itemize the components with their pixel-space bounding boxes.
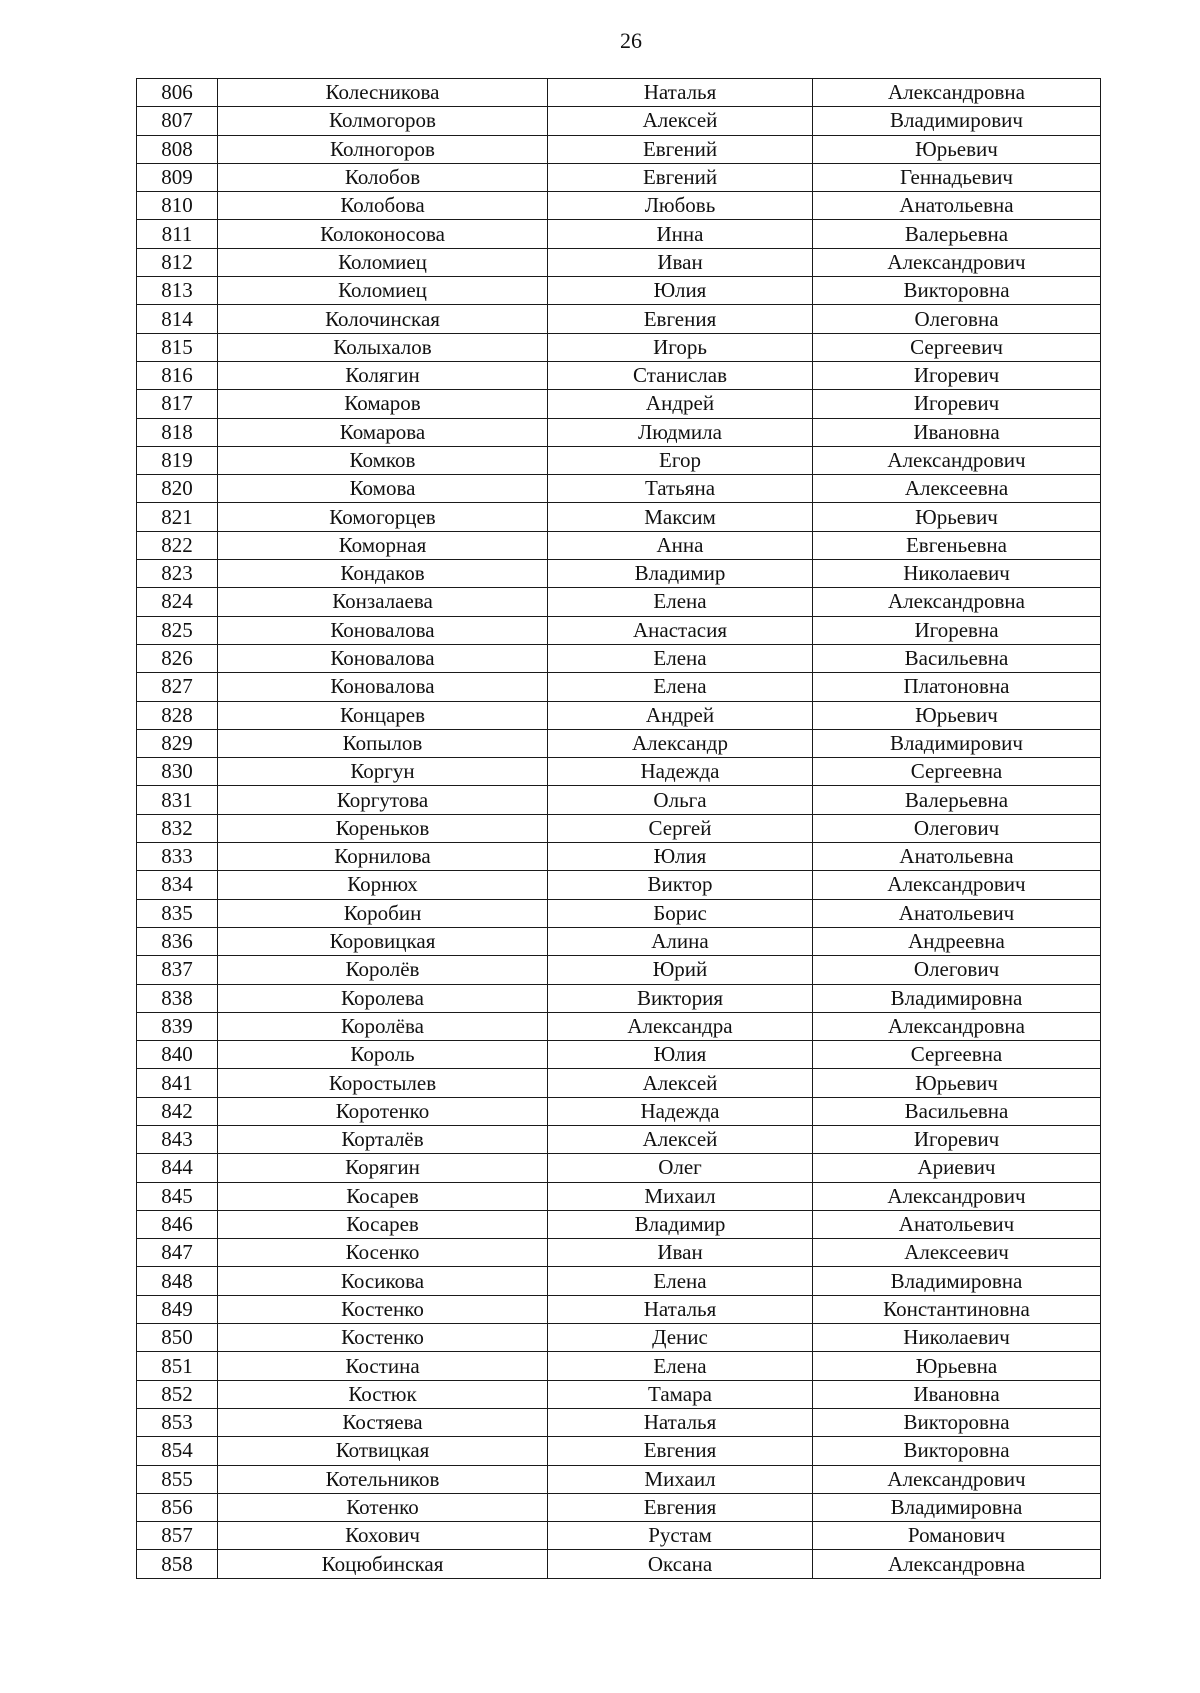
patronymic-cell: Геннадьевич bbox=[813, 163, 1101, 191]
patronymic-cell: Олеговна bbox=[813, 305, 1101, 333]
patronymic-cell: Сергеевич bbox=[813, 333, 1101, 361]
row-number-cell: 824 bbox=[137, 588, 218, 616]
patronymic-cell: Николаевич bbox=[813, 560, 1101, 588]
first-name-cell: Надежда bbox=[548, 1097, 813, 1125]
patronymic-cell: Александровна bbox=[813, 79, 1101, 107]
surname-cell: Костюк bbox=[218, 1380, 548, 1408]
table-row bbox=[137, 1295, 1101, 1323]
first-name-cell: Тамара bbox=[548, 1380, 813, 1408]
patronymic-cell: Анатольевна bbox=[813, 192, 1101, 220]
table-row bbox=[137, 390, 1101, 418]
row-number-cell: 854 bbox=[137, 1437, 218, 1465]
table-row bbox=[137, 956, 1101, 984]
patronymic-cell: Юрьевич bbox=[813, 503, 1101, 531]
row-number-cell: 836 bbox=[137, 927, 218, 955]
table-row bbox=[137, 588, 1101, 616]
table-row bbox=[137, 531, 1101, 559]
table-row bbox=[137, 1380, 1101, 1408]
row-number-cell: 812 bbox=[137, 248, 218, 276]
table-row bbox=[137, 135, 1101, 163]
patronymic-cell: Ивановна bbox=[813, 418, 1101, 446]
patronymic-cell: Александрович bbox=[813, 871, 1101, 899]
row-number-cell: 846 bbox=[137, 1210, 218, 1238]
table-row bbox=[137, 786, 1101, 814]
first-name-cell: Иван bbox=[548, 1239, 813, 1267]
surname-cell: Колесникова bbox=[218, 79, 548, 107]
surname-cell: Колочинская bbox=[218, 305, 548, 333]
patronymic-cell: Викторовна bbox=[813, 1437, 1101, 1465]
row-number-cell: 815 bbox=[137, 333, 218, 361]
first-name-cell: Любовь bbox=[548, 192, 813, 220]
table-row bbox=[137, 1522, 1101, 1550]
first-name-cell: Андрей bbox=[548, 701, 813, 729]
patronymic-cell: Викторовна bbox=[813, 277, 1101, 305]
surname-cell: Колягин bbox=[218, 361, 548, 389]
first-name-cell: Владимир bbox=[548, 560, 813, 588]
patronymic-cell: Александрович bbox=[813, 446, 1101, 474]
patronymic-cell: Владимировна bbox=[813, 984, 1101, 1012]
row-number-cell: 809 bbox=[137, 163, 218, 191]
first-name-cell: Анастасия bbox=[548, 616, 813, 644]
first-name-cell: Евгений bbox=[548, 163, 813, 191]
patronymic-cell: Викторовна bbox=[813, 1408, 1101, 1436]
table-row bbox=[137, 1097, 1101, 1125]
surname-cell: Косарев bbox=[218, 1210, 548, 1238]
table-row bbox=[137, 163, 1101, 191]
first-name-cell: Евгения bbox=[548, 1437, 813, 1465]
first-name-cell: Юрий bbox=[548, 956, 813, 984]
table-row bbox=[137, 701, 1101, 729]
surname-cell: Комогорцев bbox=[218, 503, 548, 531]
surname-cell: Корталёв bbox=[218, 1125, 548, 1153]
first-name-cell: Андрей bbox=[548, 390, 813, 418]
name-list-body bbox=[137, 79, 1101, 1579]
first-name-cell: Алина bbox=[548, 927, 813, 955]
table-row bbox=[137, 1408, 1101, 1436]
table-row bbox=[137, 1182, 1101, 1210]
patronymic-cell: Ариевич bbox=[813, 1154, 1101, 1182]
first-name-cell: Елена bbox=[548, 673, 813, 701]
first-name-cell: Ольга bbox=[548, 786, 813, 814]
surname-cell: Конзалаева bbox=[218, 588, 548, 616]
first-name-cell: Юлия bbox=[548, 277, 813, 305]
first-name-cell: Михаил bbox=[548, 1182, 813, 1210]
surname-cell: Кохович bbox=[218, 1522, 548, 1550]
table-row bbox=[137, 1550, 1101, 1578]
patronymic-cell: Ивановна bbox=[813, 1380, 1101, 1408]
patronymic-cell: Игоревна bbox=[813, 616, 1101, 644]
first-name-cell: Юлия bbox=[548, 1041, 813, 1069]
first-name-cell: Борис bbox=[548, 899, 813, 927]
patronymic-cell: Анатольевич bbox=[813, 1210, 1101, 1238]
surname-cell: Коновалова bbox=[218, 616, 548, 644]
surname-cell: Коровицкая bbox=[218, 927, 548, 955]
table-row bbox=[137, 418, 1101, 446]
row-number-cell: 814 bbox=[137, 305, 218, 333]
surname-cell: Коростылев bbox=[218, 1069, 548, 1097]
first-name-cell: Егор bbox=[548, 446, 813, 474]
surname-cell: Котельников bbox=[218, 1465, 548, 1493]
table-row bbox=[137, 503, 1101, 531]
surname-cell: Концарев bbox=[218, 701, 548, 729]
surname-cell: Колногоров bbox=[218, 135, 548, 163]
surname-cell: Корнюх bbox=[218, 871, 548, 899]
patronymic-cell: Сергеевна bbox=[813, 1041, 1101, 1069]
surname-cell: Костяева bbox=[218, 1408, 548, 1436]
patronymic-cell: Юрьевна bbox=[813, 1352, 1101, 1380]
patronymic-cell: Игоревич bbox=[813, 1125, 1101, 1153]
surname-cell: Королёв bbox=[218, 956, 548, 984]
patronymic-cell: Васильевна bbox=[813, 644, 1101, 672]
first-name-cell: Анна bbox=[548, 531, 813, 559]
row-number-cell: 835 bbox=[137, 899, 218, 927]
table-row bbox=[137, 248, 1101, 276]
surname-cell: Копылов bbox=[218, 729, 548, 757]
surname-cell: Коновалова bbox=[218, 644, 548, 672]
row-number-cell: 810 bbox=[137, 192, 218, 220]
first-name-cell: Денис bbox=[548, 1324, 813, 1352]
table-row bbox=[137, 192, 1101, 220]
surname-cell: Костина bbox=[218, 1352, 548, 1380]
first-name-cell: Александр bbox=[548, 729, 813, 757]
row-number-cell: 825 bbox=[137, 616, 218, 644]
table-row bbox=[137, 220, 1101, 248]
surname-cell: Колоконосова bbox=[218, 220, 548, 248]
patronymic-cell: Александровна bbox=[813, 588, 1101, 616]
patronymic-cell: Александрович bbox=[813, 1182, 1101, 1210]
first-name-cell: Людмила bbox=[548, 418, 813, 446]
first-name-cell: Оксана bbox=[548, 1550, 813, 1578]
surname-cell: Коротенко bbox=[218, 1097, 548, 1125]
row-number-cell: 830 bbox=[137, 758, 218, 786]
first-name-cell: Наталья bbox=[548, 79, 813, 107]
row-number-cell: 833 bbox=[137, 843, 218, 871]
table-row bbox=[137, 1324, 1101, 1352]
patronymic-cell: Алексеевна bbox=[813, 475, 1101, 503]
first-name-cell: Станислав bbox=[548, 361, 813, 389]
patronymic-cell: Игоревич bbox=[813, 390, 1101, 418]
first-name-cell: Алексей bbox=[548, 107, 813, 135]
row-number-cell: 837 bbox=[137, 956, 218, 984]
row-number-cell: 852 bbox=[137, 1380, 218, 1408]
table-row bbox=[137, 475, 1101, 503]
first-name-cell: Елена bbox=[548, 1352, 813, 1380]
patronymic-cell: Владимирович bbox=[813, 729, 1101, 757]
patronymic-cell: Анатольевич bbox=[813, 899, 1101, 927]
row-number-cell: 843 bbox=[137, 1125, 218, 1153]
first-name-cell: Елена bbox=[548, 588, 813, 616]
surname-cell: Костенко bbox=[218, 1295, 548, 1323]
surname-cell: Колобова bbox=[218, 192, 548, 220]
patronymic-cell: Валерьевна bbox=[813, 220, 1101, 248]
surname-cell: Комаров bbox=[218, 390, 548, 418]
row-number-cell: 838 bbox=[137, 984, 218, 1012]
row-number-cell: 811 bbox=[137, 220, 218, 248]
table-row bbox=[137, 1041, 1101, 1069]
row-number-cell: 819 bbox=[137, 446, 218, 474]
row-number-cell: 831 bbox=[137, 786, 218, 814]
row-number-cell: 816 bbox=[137, 361, 218, 389]
patronymic-cell: Платоновна bbox=[813, 673, 1101, 701]
table-row bbox=[137, 1352, 1101, 1380]
surname-cell: Корнилова bbox=[218, 843, 548, 871]
first-name-cell: Елена bbox=[548, 644, 813, 672]
row-number-cell: 834 bbox=[137, 871, 218, 899]
surname-cell: Косенко bbox=[218, 1239, 548, 1267]
row-number-cell: 818 bbox=[137, 418, 218, 446]
table-row bbox=[137, 1465, 1101, 1493]
row-number-cell: 817 bbox=[137, 390, 218, 418]
first-name-cell: Виктория bbox=[548, 984, 813, 1012]
first-name-cell: Александра bbox=[548, 1012, 813, 1040]
surname-cell: Коморная bbox=[218, 531, 548, 559]
row-number-cell: 847 bbox=[137, 1239, 218, 1267]
surname-cell: Комков bbox=[218, 446, 548, 474]
row-number-cell: 849 bbox=[137, 1295, 218, 1323]
row-number-cell: 853 bbox=[137, 1408, 218, 1436]
patronymic-cell: Юрьевич bbox=[813, 1069, 1101, 1097]
patronymic-cell: Сергеевна bbox=[813, 758, 1101, 786]
row-number-cell: 807 bbox=[137, 107, 218, 135]
table-row bbox=[137, 107, 1101, 135]
surname-cell: Коломиец bbox=[218, 248, 548, 276]
patronymic-cell: Евгеньевна bbox=[813, 531, 1101, 559]
table-row bbox=[137, 1493, 1101, 1521]
surname-cell: Король bbox=[218, 1041, 548, 1069]
first-name-cell: Евгения bbox=[548, 1493, 813, 1521]
patronymic-cell: Константиновна bbox=[813, 1295, 1101, 1323]
first-name-cell: Инна bbox=[548, 220, 813, 248]
row-number-cell: 828 bbox=[137, 701, 218, 729]
surname-cell: Королёва bbox=[218, 1012, 548, 1040]
table-row bbox=[137, 871, 1101, 899]
row-number-cell: 858 bbox=[137, 1550, 218, 1578]
patronymic-cell: Алексеевич bbox=[813, 1239, 1101, 1267]
first-name-cell: Иван bbox=[548, 248, 813, 276]
patronymic-cell: Александровна bbox=[813, 1550, 1101, 1578]
first-name-cell: Евгений bbox=[548, 135, 813, 163]
row-number-cell: 844 bbox=[137, 1154, 218, 1182]
first-name-cell: Максим bbox=[548, 503, 813, 531]
table-row bbox=[137, 1012, 1101, 1040]
row-number-cell: 845 bbox=[137, 1182, 218, 1210]
row-number-cell: 848 bbox=[137, 1267, 218, 1295]
patronymic-cell: Олегович bbox=[813, 814, 1101, 842]
row-number-cell: 827 bbox=[137, 673, 218, 701]
surname-cell: Котенко bbox=[218, 1493, 548, 1521]
patronymic-cell: Александровна bbox=[813, 1012, 1101, 1040]
row-number-cell: 857 bbox=[137, 1522, 218, 1550]
surname-cell: Косикова bbox=[218, 1267, 548, 1295]
first-name-cell: Юлия bbox=[548, 843, 813, 871]
surname-cell: Коломиец bbox=[218, 277, 548, 305]
patronymic-cell: Романович bbox=[813, 1522, 1101, 1550]
table-row bbox=[137, 277, 1101, 305]
row-number-cell: 832 bbox=[137, 814, 218, 842]
first-name-cell: Игорь bbox=[548, 333, 813, 361]
first-name-cell: Наталья bbox=[548, 1408, 813, 1436]
patronymic-cell: Олегович bbox=[813, 956, 1101, 984]
patronymic-cell: Владимировна bbox=[813, 1493, 1101, 1521]
first-name-cell: Виктор bbox=[548, 871, 813, 899]
table-row bbox=[137, 1125, 1101, 1153]
patronymic-cell: Владимировна bbox=[813, 1267, 1101, 1295]
surname-cell: Коробин bbox=[218, 899, 548, 927]
row-number-cell: 826 bbox=[137, 644, 218, 672]
surname-cell: Кореньков bbox=[218, 814, 548, 842]
patronymic-cell: Игоревич bbox=[813, 361, 1101, 389]
row-number-cell: 813 bbox=[137, 277, 218, 305]
table-row bbox=[137, 361, 1101, 389]
row-number-cell: 823 bbox=[137, 560, 218, 588]
row-number-cell: 839 bbox=[137, 1012, 218, 1040]
row-number-cell: 851 bbox=[137, 1352, 218, 1380]
row-number-cell: 822 bbox=[137, 531, 218, 559]
row-number-cell: 821 bbox=[137, 503, 218, 531]
surname-cell: Колмогоров bbox=[218, 107, 548, 135]
table-row bbox=[137, 616, 1101, 644]
table-row bbox=[137, 305, 1101, 333]
patronymic-cell: Владимирович bbox=[813, 107, 1101, 135]
surname-cell: Корягин bbox=[218, 1154, 548, 1182]
first-name-cell: Елена bbox=[548, 1267, 813, 1295]
table-row bbox=[137, 446, 1101, 474]
table-row bbox=[137, 984, 1101, 1012]
surname-cell: Коцюбинская bbox=[218, 1550, 548, 1578]
row-number-cell: 856 bbox=[137, 1493, 218, 1521]
patronymic-cell: Александрович bbox=[813, 248, 1101, 276]
row-number-cell: 820 bbox=[137, 475, 218, 503]
patronymic-cell: Александрович bbox=[813, 1465, 1101, 1493]
page-number: 26 bbox=[620, 28, 642, 53]
surname-cell: Кондаков bbox=[218, 560, 548, 588]
table-row bbox=[137, 644, 1101, 672]
row-number-cell: 829 bbox=[137, 729, 218, 757]
patronymic-cell: Васильевна bbox=[813, 1097, 1101, 1125]
surname-cell: Колобов bbox=[218, 163, 548, 191]
row-number-cell: 808 bbox=[137, 135, 218, 163]
first-name-cell: Михаил bbox=[548, 1465, 813, 1493]
first-name-cell: Татьяна bbox=[548, 475, 813, 503]
first-name-cell: Алексей bbox=[548, 1125, 813, 1153]
first-name-cell: Наталья bbox=[548, 1295, 813, 1323]
row-number-cell: 850 bbox=[137, 1324, 218, 1352]
surname-cell: Комарова bbox=[218, 418, 548, 446]
surname-cell: Косарев bbox=[218, 1182, 548, 1210]
first-name-cell: Сергей bbox=[548, 814, 813, 842]
table-row bbox=[137, 1069, 1101, 1097]
row-number-cell: 806 bbox=[137, 79, 218, 107]
patronymic-cell: Анатольевна bbox=[813, 843, 1101, 871]
row-number-cell: 840 bbox=[137, 1041, 218, 1069]
patronymic-cell: Андреевна bbox=[813, 927, 1101, 955]
surname-cell: Коргун bbox=[218, 758, 548, 786]
table-row bbox=[137, 560, 1101, 588]
table-row bbox=[137, 729, 1101, 757]
surname-cell: Королева bbox=[218, 984, 548, 1012]
table-row bbox=[137, 79, 1101, 107]
name-list-table bbox=[136, 78, 1101, 1579]
surname-cell: Комова bbox=[218, 475, 548, 503]
table-row bbox=[137, 843, 1101, 871]
surname-cell: Коновалова bbox=[218, 673, 548, 701]
table-row bbox=[137, 899, 1101, 927]
patronymic-cell: Валерьевна bbox=[813, 786, 1101, 814]
table-row bbox=[137, 1154, 1101, 1182]
surname-cell: Коргутова bbox=[218, 786, 548, 814]
table-row bbox=[137, 814, 1101, 842]
first-name-cell: Евгения bbox=[548, 305, 813, 333]
first-name-cell: Владимир bbox=[548, 1210, 813, 1238]
table-row bbox=[137, 927, 1101, 955]
first-name-cell: Надежда bbox=[548, 758, 813, 786]
first-name-cell: Олег bbox=[548, 1154, 813, 1182]
patronymic-cell: Николаевич bbox=[813, 1324, 1101, 1352]
table-row bbox=[137, 1239, 1101, 1267]
surname-cell: Колыхалов bbox=[218, 333, 548, 361]
first-name-cell: Алексей bbox=[548, 1069, 813, 1097]
table-row bbox=[137, 333, 1101, 361]
patronymic-cell: Юрьевич bbox=[813, 135, 1101, 163]
table-row bbox=[137, 758, 1101, 786]
row-number-cell: 855 bbox=[137, 1465, 218, 1493]
table-row bbox=[137, 1267, 1101, 1295]
first-name-cell: Рустам bbox=[548, 1522, 813, 1550]
table-row bbox=[137, 673, 1101, 701]
table-row bbox=[137, 1437, 1101, 1465]
patronymic-cell: Юрьевич bbox=[813, 701, 1101, 729]
row-number-cell: 841 bbox=[137, 1069, 218, 1097]
row-number-cell: 842 bbox=[137, 1097, 218, 1125]
surname-cell: Котвицкая bbox=[218, 1437, 548, 1465]
table-row bbox=[137, 1210, 1101, 1238]
surname-cell: Костенко bbox=[218, 1324, 548, 1352]
